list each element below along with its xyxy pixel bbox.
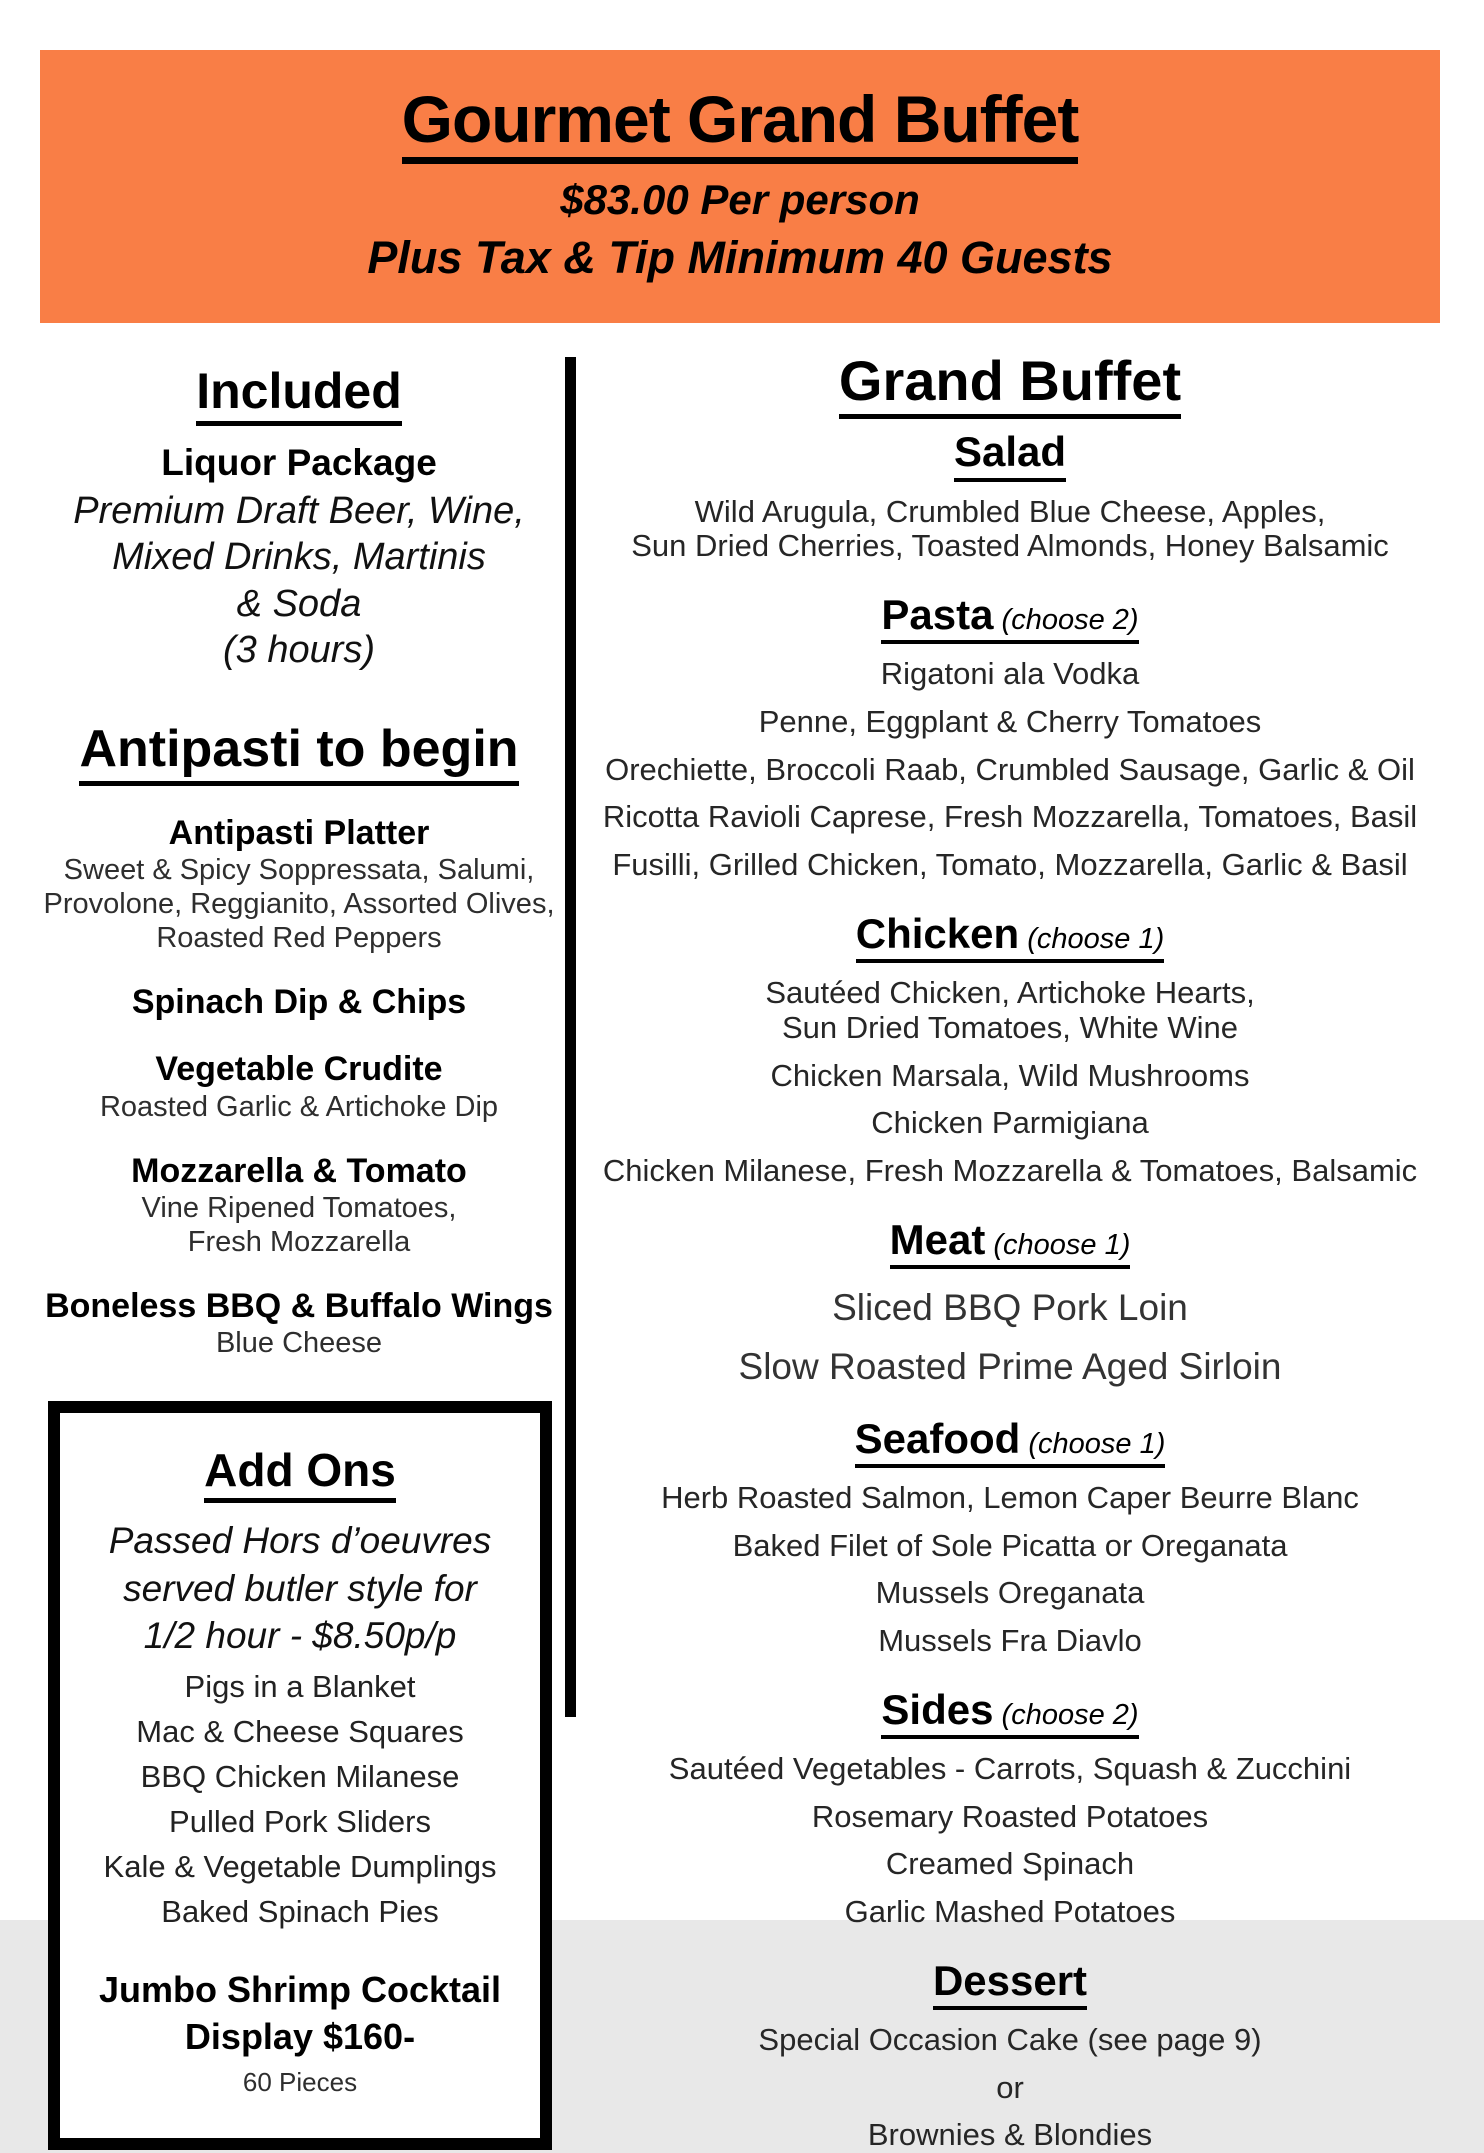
menu-item: served butler style for: [123, 1567, 477, 1609]
menu-item: Chicken Parmigiana: [871, 1105, 1149, 1141]
section-title: Meat: [889, 1215, 986, 1263]
section-heading: [881, 1687, 1138, 1739]
price-per-person: $83.00 Per person: [560, 176, 920, 223]
buffet-section-meat: [588, 1217, 1432, 1388]
liquor-package-name: Liquor Package: [161, 442, 437, 483]
section-heading: [933, 1958, 1087, 2010]
menu-item: Fusilli, Grilled Chicken, Tomato, Mozzarella, Garlic & Basil: [612, 847, 1408, 883]
section-title: Pasta: [881, 591, 994, 639]
menu-item: Mussels Fra Diavlo: [878, 1623, 1142, 1659]
section-items: [588, 1481, 1432, 1659]
choose-count-label: (choose 2): [993, 604, 1139, 637]
menu-item: Pulled Pork Sliders: [169, 1804, 431, 1840]
antipasti-heading: Antipasti to begin: [36, 719, 562, 785]
add-ons-items: [64, 1665, 536, 1935]
add-ons-intro: [64, 1517, 536, 1659]
buffet-section-pasta: [588, 592, 1432, 883]
menu-item: Mac & Cheese Squares: [136, 1714, 464, 1750]
menu-item: Sliced BBQ Pork Loin: [832, 1286, 1188, 1328]
menu-title: Gourmet Grand Buffet: [402, 86, 1079, 164]
menu-item: 1/2 hour - $8.50p/p: [143, 1614, 457, 1656]
buffet-section-dessert: [588, 1958, 1432, 2153]
section-title: Salad: [953, 428, 1067, 476]
menu-item: Sautéed Chicken, Artichoke Hearts, Sun Dried Tomatoes, White Wine: [765, 975, 1255, 1045]
section-heading: [855, 1416, 1166, 1468]
menu-item: Chicken Marsala, Wild Mushrooms: [770, 1057, 1250, 1093]
shrimp-cocktail-item: Jumbo Shrimp Cocktail Display $160-: [98, 1968, 502, 2057]
menu-item: & Soda: [236, 582, 362, 625]
menu-item: Special Occasion Cake (see page 9): [758, 2022, 1262, 2058]
add-ons-box: [48, 1401, 552, 2150]
buffet-section-salad: [588, 429, 1432, 564]
grand-buffet-sections: [588, 429, 1432, 2153]
section-title: Dessert: [932, 1956, 1088, 2004]
menu-item: Kale & Vegetable Dumplings: [103, 1849, 497, 1885]
buffet-section-seafood: [588, 1416, 1432, 1659]
buffet-section-chicken: [588, 911, 1432, 1189]
section-items: [588, 976, 1432, 1189]
shrimp-cocktail-note: 60 Pieces: [242, 2066, 358, 2097]
menu-item: Rosemary Roasted Potatoes: [811, 1798, 1209, 1834]
section-title: Chicken: [855, 909, 1020, 957]
menu-item: Mozzarella & Tomato Vine Ripened Tomatoes, Fresh Mozzarella: [131, 1151, 467, 1259]
menu-item: Mussels Oreganata: [875, 1575, 1145, 1611]
section-heading: [954, 429, 1066, 481]
menu-item: Creamed Spinach: [885, 1846, 1135, 1882]
grand-buffet-heading: Grand Buffet: [588, 348, 1432, 419]
menu-item: Premium Draft Beer, Wine,: [73, 490, 525, 532]
menu-item: Boneless BBQ & Buffalo Wings Blue Cheese: [45, 1287, 553, 1360]
menu-item: Orechiette, Broccoli Raab, Crumbled Sausage, Garlic & Oil: [605, 751, 1415, 787]
add-ons-heading: Add Ons: [64, 1443, 536, 1504]
menu-item: Vegetable Crudite Roasted Garlic & Artichoke Dip: [99, 1050, 499, 1123]
section-title: Sides: [881, 1685, 994, 1733]
included-heading: Included: [36, 362, 562, 426]
menu-item: Rigatoni ala Vodka: [880, 656, 1140, 692]
tax-tip-note: Plus Tax & Tip Minimum 40 Guests: [367, 232, 1113, 283]
menu-item: Mixed Drinks, Martinis: [112, 536, 486, 579]
choose-count-label: (choose 1): [985, 1228, 1131, 1261]
column-divider: [565, 357, 576, 1717]
menu-item: or: [996, 2069, 1024, 2105]
choose-count-label: (choose 1): [1020, 1427, 1166, 1460]
section-heading: [890, 1217, 1131, 1269]
menu-item: Herb Roasted Salmon, Lemon Caper Beurre Blanc: [661, 1479, 1359, 1515]
liquor-package-details: [36, 488, 562, 673]
menu-item: Baked Filet of Sole Picatta or Oreganata: [732, 1527, 1288, 1563]
menu-item: Slow Roasted Prime Aged Sirloin: [738, 1346, 1282, 1388]
choose-count-label: (choose 2): [993, 1698, 1139, 1731]
menu-item: Wild Arugula, Crumbled Blue Cheese, Apples, Sun Dried Cherries, Toasted Almonds, Honey Balsamic: [631, 493, 1389, 564]
menu-item: Passed Hors d’oeuvres: [108, 1520, 492, 1562]
buffet-section-sides: [588, 1687, 1432, 1930]
antipasti-items: [36, 814, 562, 1361]
menu-item: Brownies & Blondies: [867, 2117, 1153, 2153]
section-heading: [881, 592, 1138, 644]
menu-item: BBQ Chicken Milanese: [140, 1759, 460, 1795]
menu-item: Pigs in a Blanket: [184, 1669, 416, 1705]
choose-count-label: (choose 1): [1019, 922, 1165, 955]
menu-item: Sautéed Vegetables - Carrots, Squash & Zucchini: [668, 1750, 1352, 1786]
menu-banner: [40, 50, 1440, 323]
right-column: [588, 348, 1432, 2153]
menu-item: Baked Spinach Pies: [161, 1894, 439, 1930]
left-column: [36, 350, 562, 2150]
section-title: Seafood: [854, 1414, 1021, 1462]
section-heading: [856, 911, 1164, 963]
section-items: [588, 657, 1432, 883]
menu-item: Penne, Eggplant & Cherry Tomatoes: [758, 704, 1262, 739]
section-items: [588, 1287, 1432, 1388]
section-items: [588, 1752, 1432, 1930]
section-items: [588, 495, 1432, 564]
menu-item: Garlic Mashed Potatoes: [844, 1894, 1176, 1930]
menu-item: Ricotta Ravioli Caprese, Fresh Mozzarella, Tomatoes, Basil: [602, 799, 1418, 835]
menu-item: (3 hours): [222, 629, 376, 672]
menu-item: Spinach Dip & Chips: [131, 983, 467, 1022]
menu-item: Chicken Milanese, Fresh Mozzarella & Tomatoes, Balsamic: [602, 1152, 1418, 1188]
menu-item: Antipasti Platter Sweet & Spicy Soppressata, Salumi, Provolone, Reggianito, Assorted Olives, Roasted Red Peppers: [43, 813, 555, 955]
section-items: [588, 2023, 1432, 2153]
